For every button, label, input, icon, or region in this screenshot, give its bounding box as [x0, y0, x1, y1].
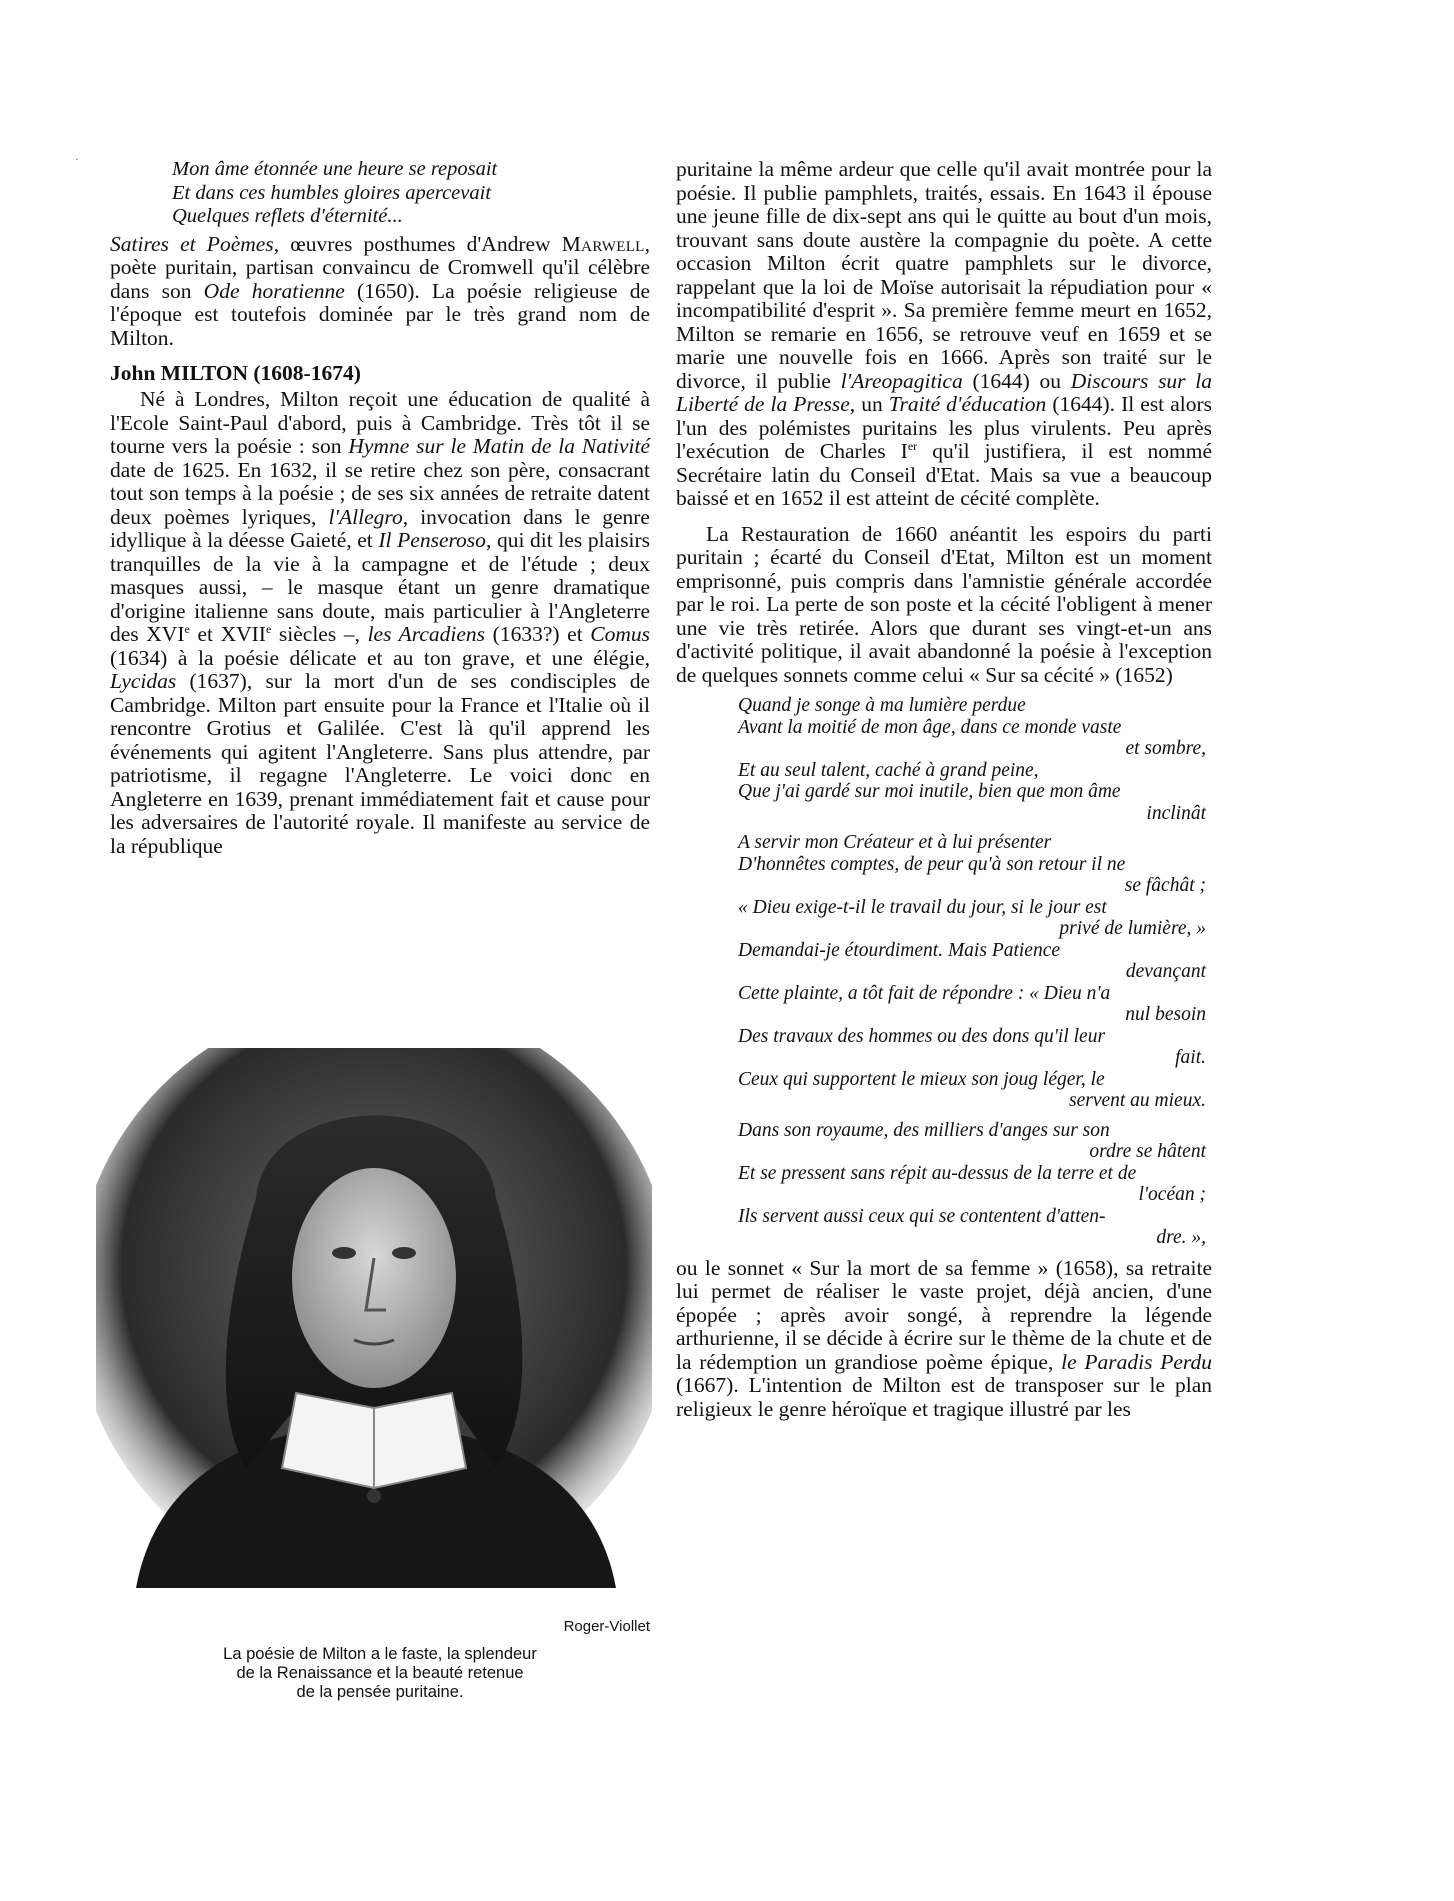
- work-title: Comus: [590, 622, 651, 646]
- portrait-tassel: [367, 1489, 381, 1503]
- text-run: , qui dit les plaisirs tranquilles de la vie à la campagne et de l'étude ; deux masques aussi, – le masque étant un genre dramatique d'origine italienne sans doute, mais particulier à l'Angleterre des XVI: [110, 528, 650, 646]
- portrait-eye-right: [392, 1247, 416, 1259]
- work-title: Hymne sur le Matin de la Nativité: [348, 434, 650, 458]
- superscript: e: [265, 621, 272, 636]
- verse-line: Et dans ces humbles gloires apercevait: [172, 181, 492, 204]
- sonnet-line-continuation: et sombre,: [1125, 738, 1206, 759]
- text-run: (1634) à la poésie délicate et au ton grave, et une élégie,: [110, 645, 650, 670]
- sonnet-verse: [676, 695, 1212, 1249]
- sonnet-line: Des travaux des hommes ou des dons qu'il leur: [738, 1025, 1106, 1047]
- text-run: (1650). La poésie religieuse de l'époque est toutefois dominée par le très grand nom de Milton.: [110, 278, 650, 350]
- sonnet-line: Et au seul talent, caché à grand peine,: [738, 759, 1039, 781]
- milton-portrait: [96, 1048, 652, 1588]
- caption-line: de la Renaissance et la beauté retenue: [236, 1664, 524, 1682]
- work-title: Satires et Poèmes: [110, 231, 274, 256]
- portrait-engraving: [96, 1048, 652, 1588]
- right-column: [676, 158, 1212, 1421]
- section-heading: John MILTON (1608-1674): [110, 361, 361, 385]
- text-run: Né à Londres, Milton reçoit une éducation de qualité à l'Ecole Saint-Paul d'abord, puis à Cambridge. Très tôt il se tourne vers la poésie : son: [110, 387, 650, 458]
- verse-line: Mon âme étonnée une heure se reposait: [172, 158, 498, 180]
- text-run: et XVII: [189, 622, 266, 646]
- biography-paragraph: [110, 388, 650, 858]
- superscript: er: [907, 438, 918, 453]
- sonnet-line: Demandai-je étourdiment. Mais Patience: [738, 939, 1061, 961]
- caption-line: La poésie de Milton a le faste, la splendeur: [223, 1645, 537, 1663]
- career-paragraph: [676, 158, 1212, 511]
- sonnet-line-continuation: servent au mieux.: [1069, 1090, 1206, 1111]
- image-caption: [140, 1645, 620, 1702]
- margin-mark: ·: [75, 152, 79, 166]
- sonnet-line: A servir mon Créateur et à lui présenter: [738, 832, 1052, 853]
- sonnet-line: Que j'ai gardé sur moi inutile, bien que mon âme: [738, 781, 1121, 802]
- text-run: puritaine la même ardeur que celle qu'il avait montrée pour la poésie. Il publie pamphlets, traités, essais. En 1643 il épouse une jeune fille de dix-sept ans qui le quitte au bout d'un mois, trouvant sans doute austère la compagnie du poète. A cette occasion Milton écrit quatre pamphlets sur le divorce, rappelant que la loi de Moïse autorisait la répudiation pour « incompatibilité d'esprit ». Sa première femme meurt en 1652, Milton se remarie en 1656, se retrouve veuf en 1659 et se marie une nouvelle fois en 1666. Après son traité sur le divorce, il publie: [676, 157, 1212, 393]
- sonnet-line-continuation: se fâchât ;: [1124, 875, 1206, 896]
- sonnet-line: Avant la moitié de mon âge, dans ce monde vaste: [738, 716, 1122, 738]
- sonnet-line: D'honnêtes comptes, de peur qu'à son retour il ne: [738, 853, 1126, 875]
- sonnet-line-continuation: privé de lumière, »: [1059, 918, 1206, 939]
- sonnet-line: Ceux qui supportent le mieux son joug léger, le: [738, 1068, 1105, 1090]
- text-run: (1637), sur la mort d'un de ses condisciples de Cambridge. Milton part ensuite pour la France et l'Italie où il rencontre Grotius et Galilée. C'est là qu'il apprend les événements qui agitent l'Angleterre. Sans plus attendre, par patriotisme, il regagne l'Angleterre. Le voici donc en Angleterre en 1639, prenant immédiatement fait et cause pour les adversaires de l'autorité royale. Il manifeste au service de la république: [110, 669, 650, 858]
- text-run: , œuvres posthumes d'Andrew: [273, 231, 562, 256]
- opening-verse: [110, 158, 650, 229]
- sonnet-line-continuation: devançant: [1125, 961, 1206, 982]
- work-title: le Paradis Perdu: [1061, 1349, 1212, 1374]
- sonnet-line-continuation: fait.: [1175, 1047, 1206, 1068]
- work-title: Il Penseroso: [378, 528, 486, 552]
- text-run: , invocation dans le genre idyllique à la déesse Gaieté, et: [110, 504, 650, 552]
- sonnet-line: Quand je songe à ma lumière perdue: [738, 695, 1026, 716]
- work-title: Ode horatienne: [203, 278, 345, 303]
- text-run: , poète puritain, partisan convaincu de Cromwell qu'il célèbre dans son: [110, 231, 651, 303]
- portrait-eye-left: [332, 1247, 356, 1259]
- satires-paragraph: [110, 233, 650, 351]
- author-name: Marwell: [561, 231, 645, 256]
- verse-line: Quelques reflets d'éternité...: [172, 205, 403, 227]
- sonnet-line: « Dieu exige-t-il le travail du jour, si le jour est: [738, 896, 1107, 918]
- caption-line: de la pensée puritaine.: [296, 1683, 464, 1701]
- text-run: , un: [849, 392, 889, 416]
- work-title: l'Areopagitica: [840, 368, 963, 393]
- sonnet-line-continuation: l'océan ;: [1138, 1184, 1206, 1205]
- text-run: (1633?) et: [485, 622, 591, 646]
- sonnet-line: Et se pressent sans répit au-dessus de la terre et de: [738, 1162, 1137, 1184]
- text-run: (1644) ou: [962, 368, 1071, 393]
- work-title: Traité d'éducation: [888, 392, 1047, 416]
- text-run: (1644). Il est alors l'un des polémistes puritains les plus virulents. Peu après l'exécution de Charles I: [676, 392, 1212, 463]
- work-title: l'Allegro: [328, 504, 403, 529]
- text-run: date de 1625. En 1632, il se retire chez son père, consacrant tout son temps à la poésie ; de ses six années de retraite datent deux poèmes lyriques,: [110, 457, 650, 529]
- sonnet-line-continuation: inclinât: [1146, 802, 1206, 824]
- work-title: Discours sur la Liberté de la Presse: [676, 368, 1212, 416]
- text-run: ou le sonnet « Sur la mort de sa femme » (1658), sa retraite lui permet de réaliser le vaste projet, déjà ancien, d'une épopée ; après avoir songé, à reprendre la légende arthurienne, il se décide à écrire sur le thème de la chute et de la rédemption un grandiose poème épique,: [676, 1255, 1212, 1374]
- sonnet-line: Cette plainte, a tôt fait de répondre : « Dieu n'a: [738, 982, 1111, 1004]
- sonnet-line-continuation: dre. »,: [1156, 1227, 1206, 1248]
- portrait-face: [292, 1168, 456, 1388]
- text-run: qu'il justifiera, il est nommé Secrétaire latin du Conseil d'Etat. Mais sa vue a beaucoup baissé et en 1652 il est atteint de cécité complète.: [676, 439, 1212, 510]
- sonnet-line-continuation: nul besoin: [1125, 1004, 1206, 1025]
- restoration-paragraph: La Restauration de 1660 anéantit les espoirs du parti puritain ; écarté du Conseil d'Etat, Milton est un moment emprisonné, puis compris dans l'amnistie générale accordée par le roi. La perte de son poste et la cécité l'obligent à mener une vie très retirée. Alors que durant ses vingt-et-un ans d'activité politique, il avait abandonné la poésie à l'exception de quelques sonnets comme celui « Sur sa cécité » (1652): [676, 521, 1212, 687]
- sonnet-line: Ils servent aussi ceux qui se contentent d'atten-: [738, 1205, 1106, 1227]
- work-title: les Arcadiens: [367, 622, 486, 646]
- photo-credit: Roger-Viollet: [563, 1618, 650, 1635]
- text-run: siècles –,: [271, 622, 368, 646]
- left-column: [110, 158, 650, 858]
- paradise-paragraph: [676, 1257, 1212, 1422]
- sonnet-line: Dans son royaume, des milliers d'anges sur son: [738, 1119, 1110, 1141]
- sonnet-line-continuation: ordre se hâtent: [1089, 1141, 1206, 1162]
- work-title: Lycidas: [110, 669, 177, 693]
- text-run: (1667). L'intention de Milton est de transposer sur le plan religieux le genre héroïque et tragique illustré par les: [676, 1373, 1212, 1421]
- superscript: e: [184, 621, 190, 636]
